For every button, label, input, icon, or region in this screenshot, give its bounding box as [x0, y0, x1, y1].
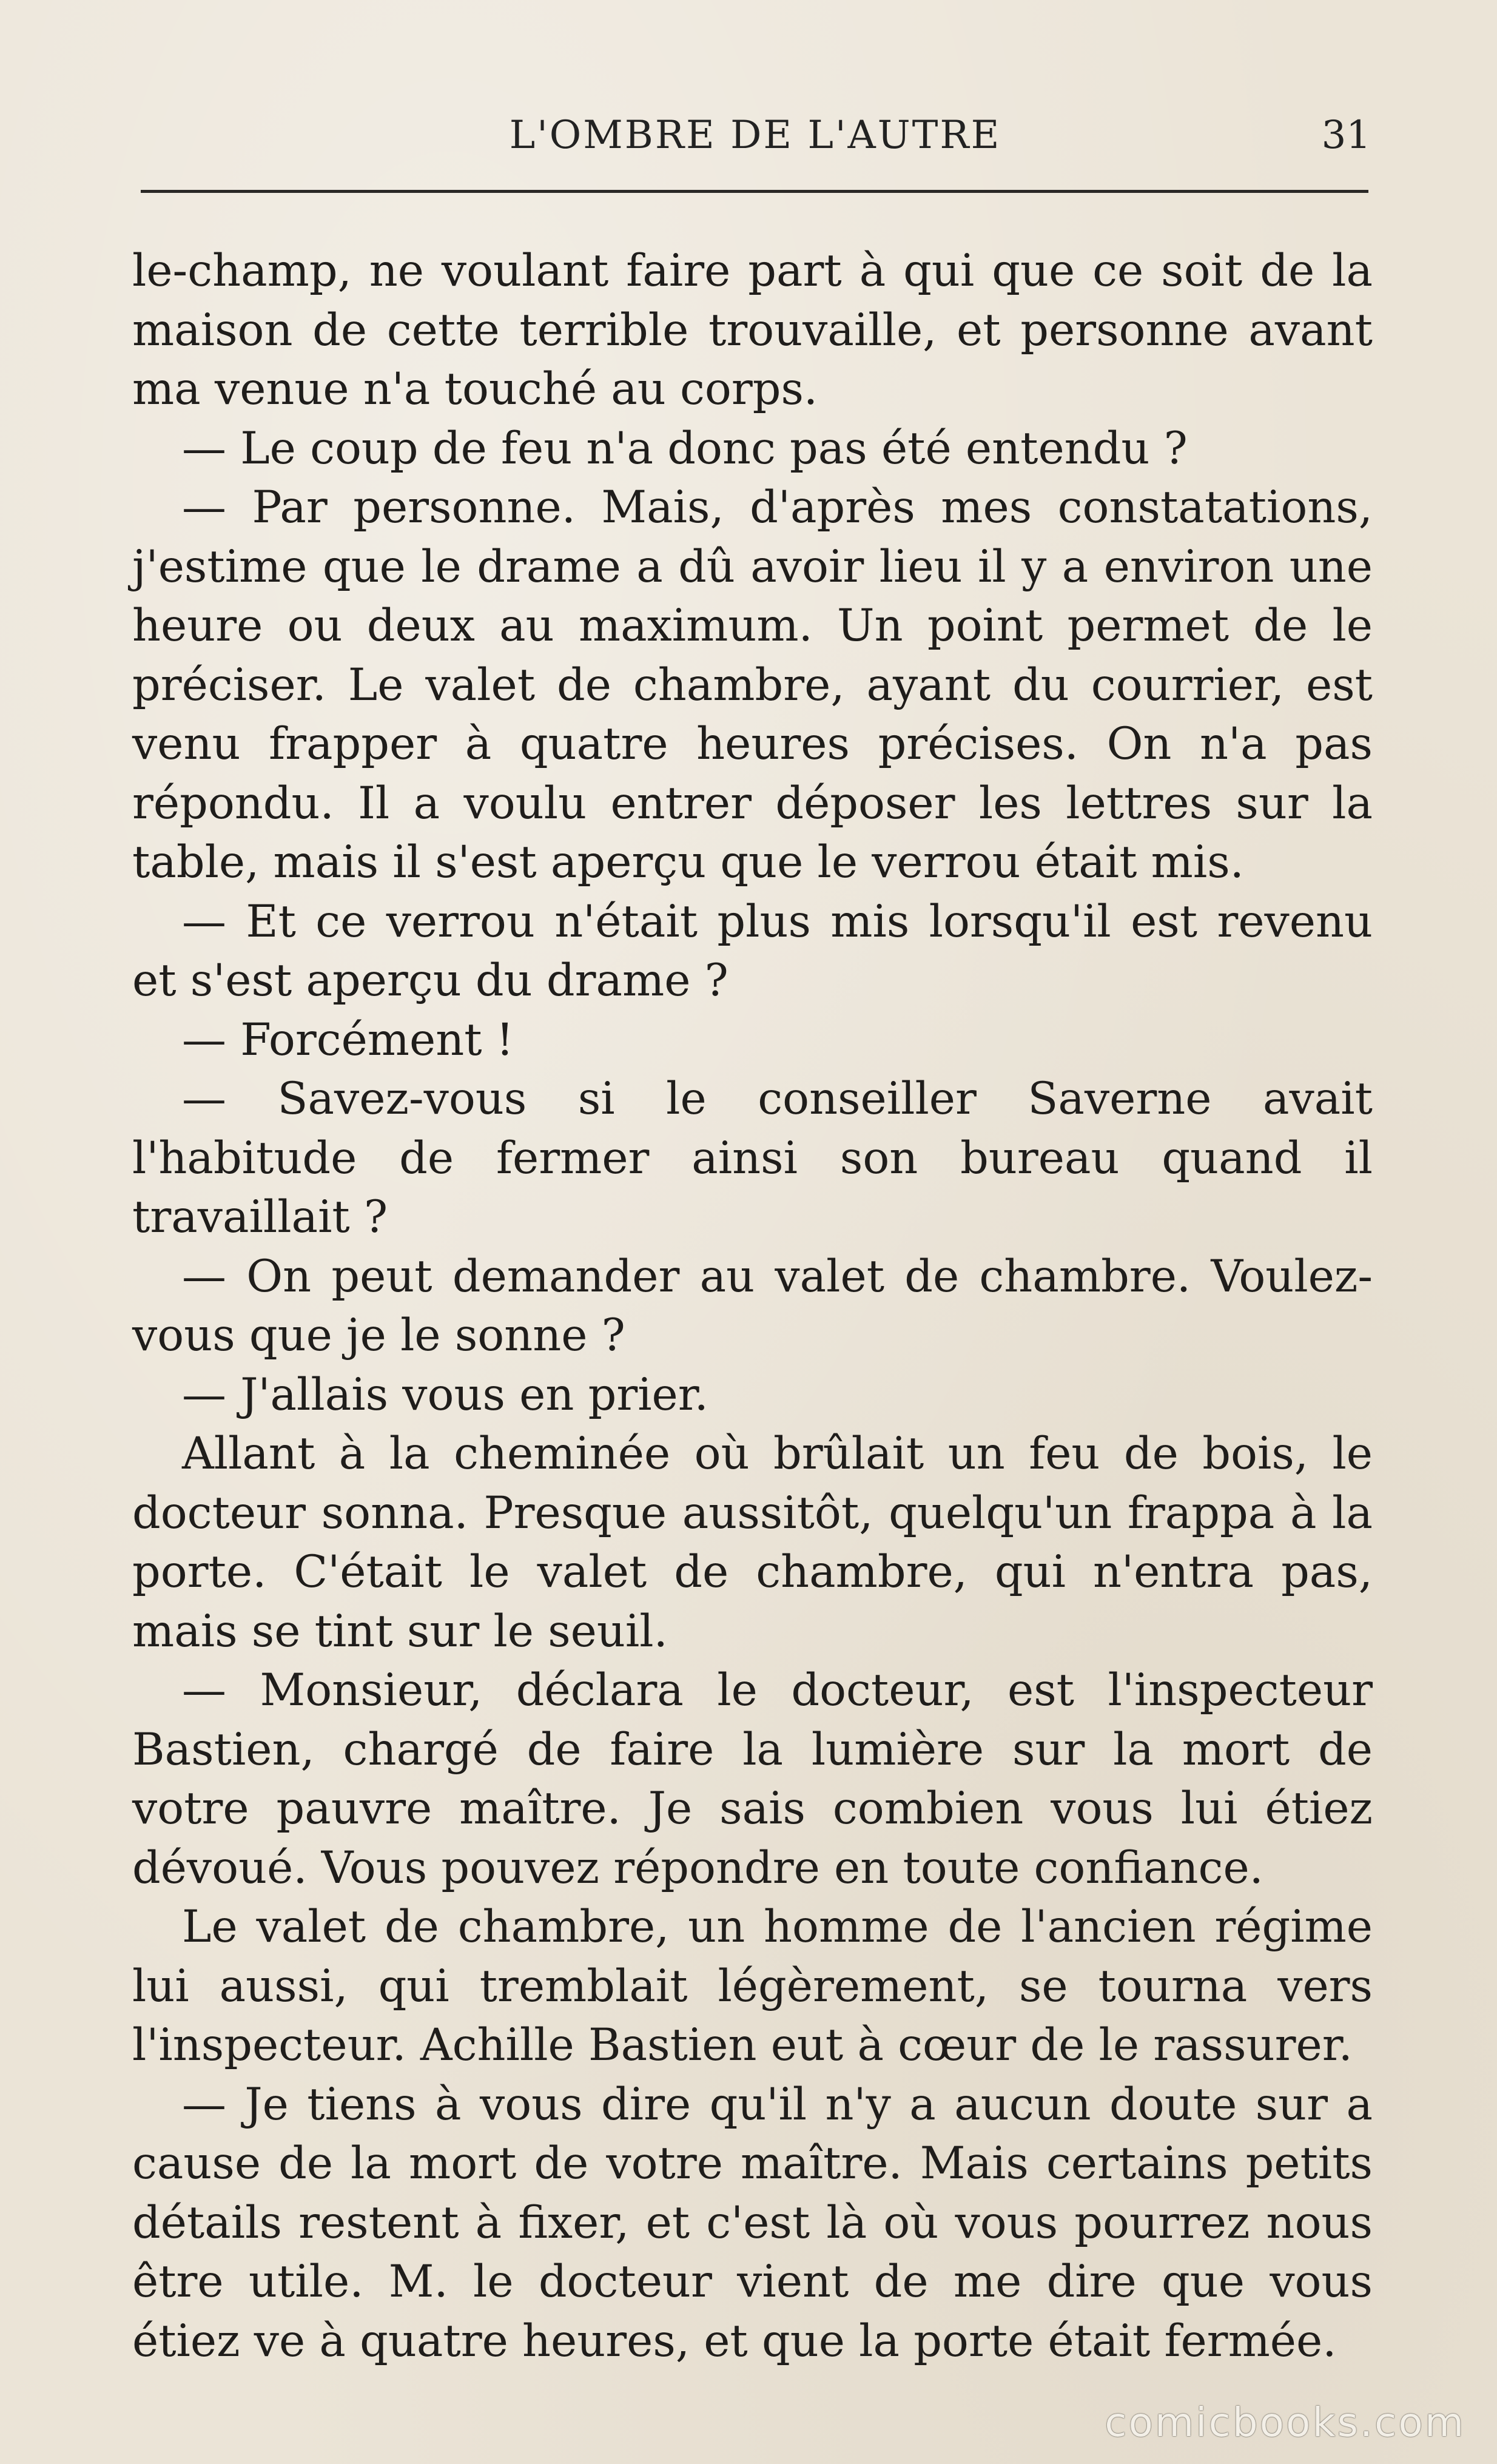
paragraph: — Savez-vous si le conseiller Saverne avait l'habitude de fermer ainsi son bureau quand il travaillait ?: [132, 1073, 1373, 1243]
paragraph: — Le coup de feu n'a donc pas été entendu ?: [182, 422, 1188, 474]
paragraph: — J'allais vous en prier.: [182, 1368, 708, 1421]
text-body: [132, 241, 1373, 2371]
paragraph: — Et ce verrou n'était plus mis lorsqu'il est revenu et s'est aperçu du drame ?: [132, 895, 1373, 1006]
paragraph: — Je tiens à vous dire qu'il n'y a aucun doute sur a cause de la mort de votre maître. Mais certains petits détails restent à fixer, et c'est là où vous pourrez nous être utile. M. le docteur vient de me dire que vous étiez ve à quatre heures, et que la porte était fermée.: [132, 2078, 1373, 2367]
paragraph: — Par personne. Mais, d'après mes constatations, j'estime que le drame a dû avoir lieu il y a environ une heure ou deux au maximum. Un point permet de le préciser. Le valet de chambre, ayant du courrier, est venu frapper à quatre heures précises. On n'a pas répondu. Il a voulu entrer déposer les lettres sur la table, mais il s'est aperçu que le verrou était mis.: [132, 482, 1373, 888]
watermark-text: comicbooks.com: [1105, 2399, 1465, 2446]
header-rule: [141, 190, 1368, 193]
paragraph: le-champ, ne voulant faire part à qui que ce soit de la maison de cette terrible trouvaille, et personne avant ma venue n'a touché au corps.: [132, 245, 1373, 415]
page-number: 31: [1321, 113, 1371, 158]
paragraph: — Monsieur, déclara le docteur, est l'inspecteur Bastien, chargé de faire la lumière sur la mort de votre pauvre maître. Je sais combien vous lui étiez dévoué. Vous pouvez répondre en toute confiance.: [132, 1665, 1373, 1894]
paragraph: — On peut demander au valet de chambre. Voulez-vous que je le sonne ?: [132, 1250, 1373, 1361]
paragraph: Allant à la cheminée où brûlait un feu de bois, le docteur sonna. Presque aussitôt, quelqu'un frappa à la porte. C'était le valet de chambre, qui n'entra pas, mais se tint sur le seuil.: [132, 1428, 1373, 1657]
running-header: [140, 108, 1371, 163]
paragraph: — Forcément !: [182, 1014, 514, 1066]
paragraph: Le valet de chambre, un homme de l'ancien régime lui aussi, qui tremblait légèrement, se tourna vers l'inspecteur. Achille Bastien eut à cœur de le rassurer.: [132, 1901, 1373, 2071]
running-title: L'OMBRE DE L'AUTRE: [509, 113, 1001, 158]
